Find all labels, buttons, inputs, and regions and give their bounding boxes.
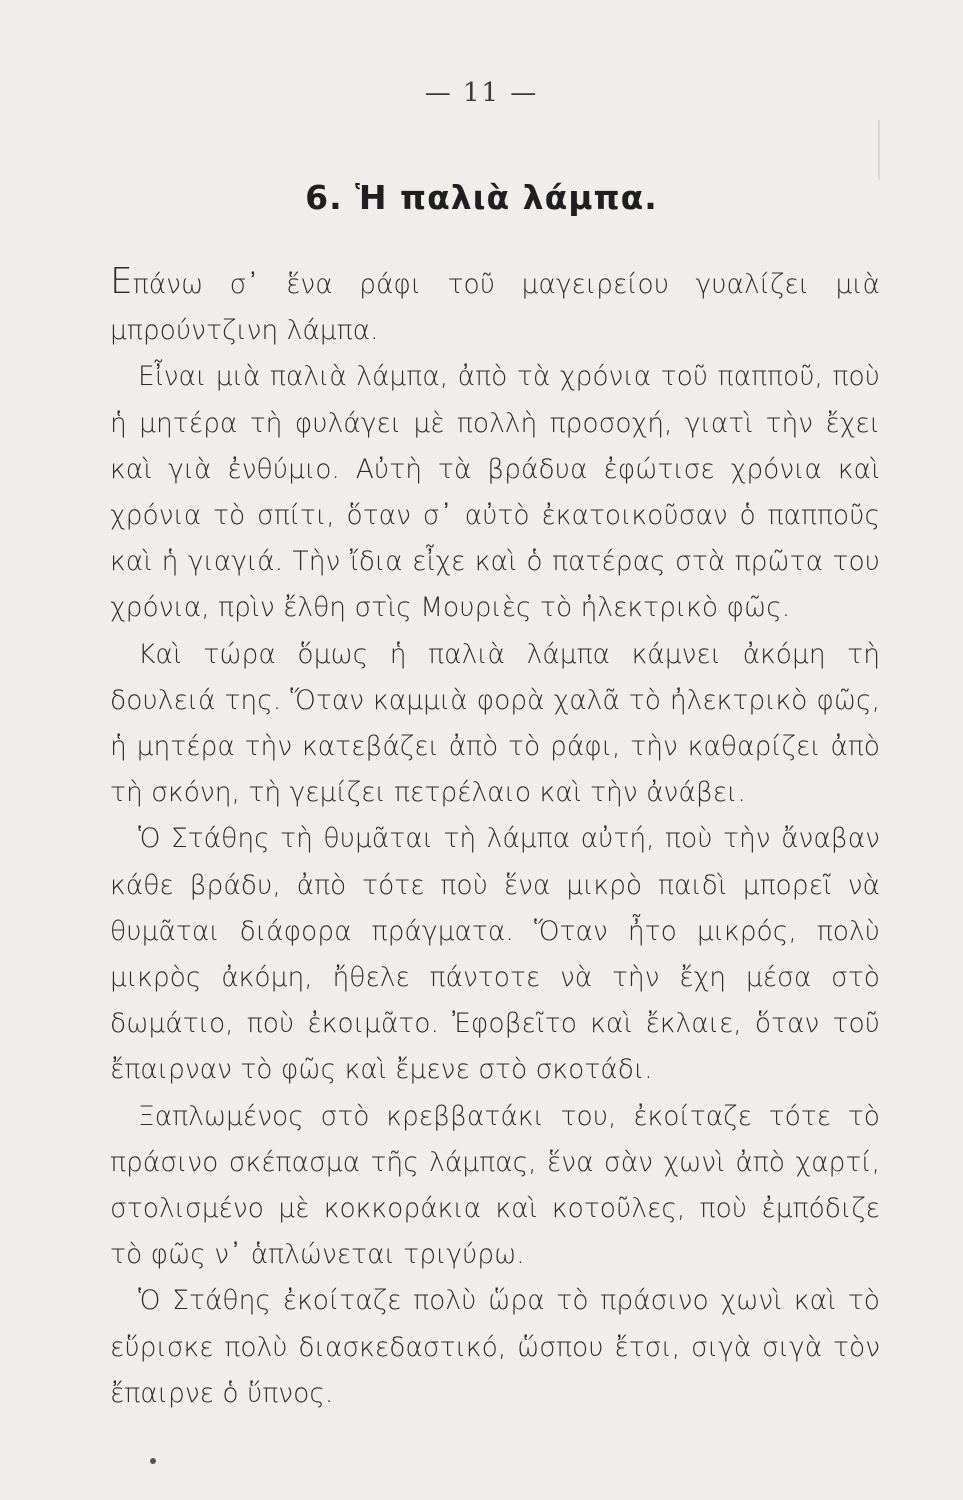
body-text (110, 262, 880, 1417)
paragraph-1 (110, 262, 880, 354)
chapter-title: 6. Ἡ παλιὰ λάμπα. (305, 178, 658, 217)
paragraph-4: Ὁ Στάθης τὴ θυμᾶται τὴ λάμπα αὐτή, ποὺ τὴν ἄναβαν κάθε βράδυ, ἀπὸ τότε ποὺ ἕνα μικρὸ παιδὶ μπορεῖ νὰ θυμᾶται διάφορα πράγματα. Ὅταν ἦτο μικρός, πολὺ μικρὸς ἀκόμη, ἤθελε πάντοτε νὰ τὴν ἔχη μέσα στὸ δωμάτιο, ποὺ ἐκοιμᾶτο. Ἐφοβεῖτο καὶ ἔκλαιε, ὅταν τοῦ ἔπαιρναν τὸ φῶς καὶ ἔμενε στὸ σκοτάδι. (110, 823, 880, 1086)
paragraph-1-text: πάνω σ᾽ ἕνα ράφι τοῦ μαγειρείου γυαλίζει μιὰ μπρούντζινη λάμπα. (110, 269, 880, 347)
paragraph-5: Ξαπλωμένος στὸ κρεββατάκι του, ἐκοίταζε τότε τὸ πράσινο σκέπασμα τῆς λάμπας, ἕνα σὰν χωνὶ ἀπὸ χαρτί, στολισμένο μὲ κοκκοράκια καὶ κοτοῦλες, ποὺ ἐμπόδιζε τὸ φῶς ν᾽ ἁπλώνεται τριγύρω. (110, 1100, 880, 1271)
page-number: — 11 — (424, 78, 539, 108)
bleed-through-mark (868, 120, 880, 180)
paragraph-6: Ὁ Στάθης ἐκοίταζε πολὺ ὥρα τὸ πράσινο χωνὶ καὶ τὸ εὕρισκε πολὺ διασκεδαστικό, ὥσπου ἔτσι, σιγὰ σιγὰ τὸν ἔπαιρνε ὁ ὕπνος. (110, 1285, 880, 1409)
drop-cap: Ε (110, 261, 133, 302)
paragraph-3: Καὶ τώρα ὅμως ἡ παλιὰ λάμπα κάμνει ἀκόμη τὴ δουλειά της. Ὅταν καμμιὰ φορὰ χαλᾶ τὸ ἠλεκτρικὸ φῶς, ἡ μητέρα τὴν κατεβάζει ἀπὸ τὸ ράφι, τὴν καθαρίζει ἀπὸ τὴ σκόνη, τὴ γεμίζει πετρέλαιο καὶ τὴν ἀνάβει. (110, 638, 880, 809)
ink-speck (150, 1458, 156, 1464)
paragraph-2: Εἶναι μιὰ παλιὰ λάμπα, ἀπὸ τὰ χρόνια τοῦ παπποῦ, ποὺ ἡ μητέρα τὴ φυλάγει μὲ πολλὴ προσοχή, γιατὶ τὴν ἔχει καὶ γιὰ ἐνθύμιο. Αὐτὴ τὰ βράδυα ἐφώτισε χρόνια καὶ χρόνια τὸ σπίτι, ὅταν σ᾽ αὐτὸ ἐκατοικοῦσαν ὁ παπποῦς καὶ ἡ γιαγιά. Τὴν ἴδια εἶχε καὶ ὁ πατέρας στὰ πρῶτα του χρόνια, πρὶν ἔλθη στὶς Μουριὲς τὸ ἠλεκτρικὸ φῶς. (110, 361, 880, 624)
